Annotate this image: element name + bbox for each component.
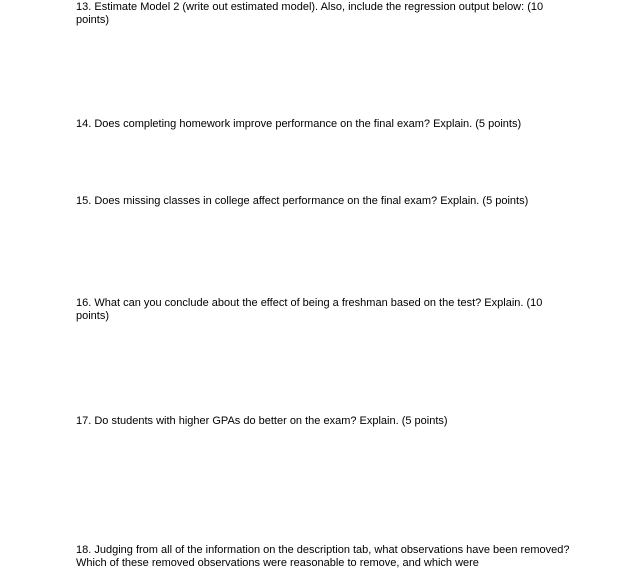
question-15 — [76, 195, 576, 208]
question-16-number: 16. — [76, 297, 92, 309]
question-15-text: Does missing classes in college affect performance on the final exam? Explain. (5 points) — [94, 195, 529, 207]
question-17-text: Do students with higher GPAs do better on the exam? Explain. (5 points) — [94, 415, 448, 427]
question-18-text: Judging from all of the information on the description tab, what observations have been removed? Which of these removed observations were reasonable to remove, and which were — [76, 544, 570, 569]
question-14-number: 14. — [76, 118, 92, 130]
question-16 — [76, 297, 576, 323]
question-17-number: 17. — [76, 415, 92, 427]
question-14 — [76, 118, 576, 131]
question-13-number: 13. — [76, 1, 92, 13]
question-14-text: Does completing homework improve performance on the final exam? Explain. (5 points) — [94, 118, 522, 130]
question-13-text: Estimate Model 2 (write out estimated model). Also, include the regression output below: (10 points) — [76, 1, 544, 26]
question-16-text: What can you conclude about the effect of being a freshman based on the test? Explain. (10 points) — [76, 297, 543, 322]
question-17 — [76, 415, 576, 428]
question-15-number: 15. — [76, 195, 92, 207]
question-13 — [76, 1, 576, 27]
question-18-number: 18. — [76, 544, 92, 556]
question-18 — [76, 544, 576, 570]
